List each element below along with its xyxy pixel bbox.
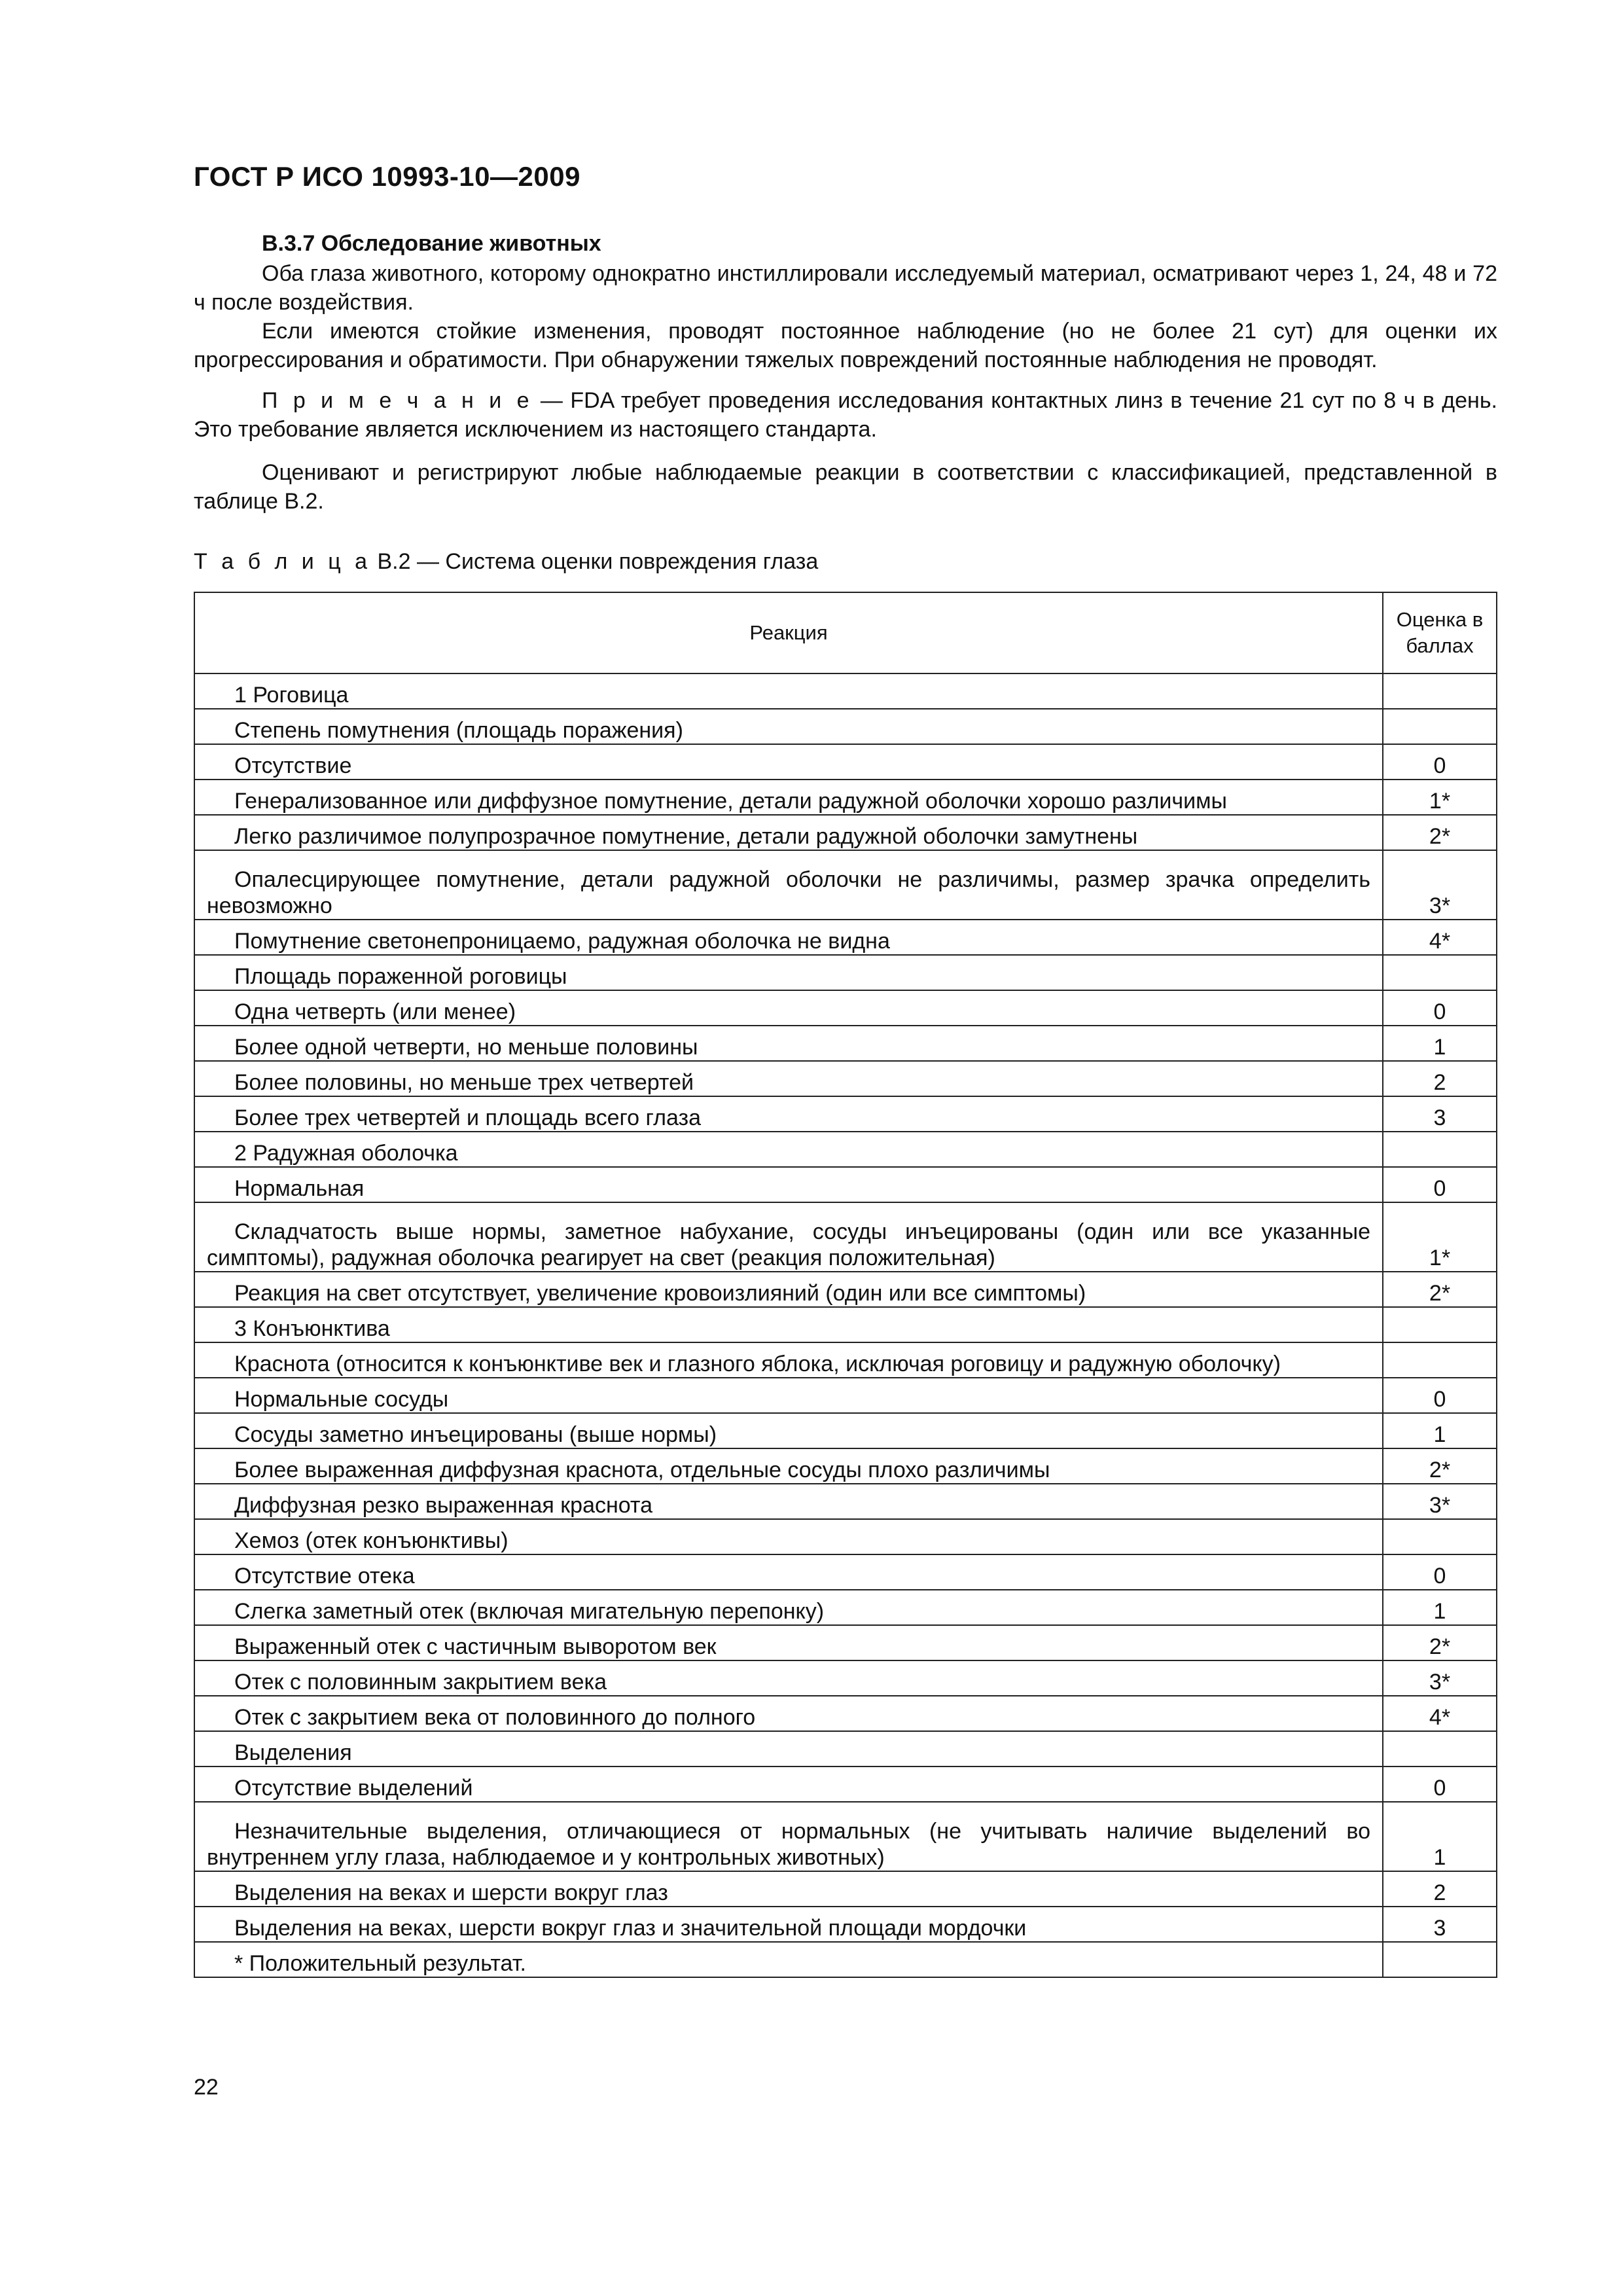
paragraph-persistent-changes [194,317,1497,374]
reaction-cell: Отек с половинным закрытием века [194,1660,1383,1696]
table-row [194,1731,1497,1767]
score-cell: 2* [1383,1625,1497,1660]
table-row [194,815,1497,850]
reaction-cell: Реакция на свет отсутствует, увеличение кровоизлияний (один или все симптомы) [194,1272,1383,1307]
table-row [194,1767,1497,1802]
reaction-cell: Степень помутнения (площадь поражения) [194,709,1383,744]
score-cell: 0 [1383,990,1497,1026]
table-caption-label: Т а б л и ц а [194,549,372,574]
table-row [194,1307,1497,1342]
score-cell [1383,709,1497,744]
table-row [194,1590,1497,1625]
table-row [194,1342,1497,1378]
reaction-cell: Слегка заметный отек (включая мигательную перепонку) [194,1590,1383,1625]
table-row [194,1696,1497,1731]
score-cell: 3* [1383,850,1497,920]
table-row [194,1061,1497,1096]
table-row [194,1132,1497,1167]
paragraph-text: Если имеются стойкие изменения, проводят постоянное наблюдение (но не более 21 сут) для оценки их прогрессирования и обратимости. При обнаружении тяжелых повреждений постоянные наблюдения не проводят. [194,319,1497,372]
table-row [194,990,1497,1026]
reaction-cell: 1 Роговица [194,673,1383,709]
table-row [194,1167,1497,1202]
reaction-cell: Выделения на веках, шерсти вокруг глаз и значительной площади мордочки [194,1907,1383,1942]
table-row [194,1413,1497,1448]
table-row [194,1554,1497,1590]
score-cell: 2* [1383,1448,1497,1484]
paragraph-examination-times [194,259,1497,317]
section-heading: В.3.7 Обследование животных [262,231,601,256]
reaction-cell: Сосуды заметно инъецированы (выше нормы) [194,1413,1383,1448]
reaction-cell: Диффузная резко выраженная краснота [194,1484,1383,1519]
reaction-cell: Нормальная [194,1167,1383,1202]
reaction-cell: Легко различимое полупрозрачное помутнение, детали радужной оболочки замутнены [194,815,1383,850]
paragraph-text: Оба глаза животного, которому однократно инстиллировали исследуемый материал, осматривают через 1, 24, 48 и 72 ч после воздействия. [194,261,1497,315]
reaction-cell: Незначительные выделения, отличающиеся от нормальных (не учитывать наличие выделений во внутреннем углу глаза, наблюдаемое и у контрольных животных) [194,1802,1383,1871]
table-row [194,1026,1497,1061]
table-row [194,709,1497,744]
score-cell [1383,1942,1497,1977]
reaction-cell: Помутнение светонепроницаемо, радужная оболочка не видна [194,920,1383,955]
score-cell: 4* [1383,920,1497,955]
table-footnote-row [194,1942,1497,1977]
score-cell: 1 [1383,1413,1497,1448]
eye-irritation-grading-table [194,592,1497,1978]
table-row [194,1448,1497,1484]
score-cell: 4* [1383,1696,1497,1731]
reaction-cell: 3 Конъюнктива [194,1307,1383,1342]
score-cell [1383,1307,1497,1342]
table-row [194,1096,1497,1132]
score-cell: 3 [1383,1096,1497,1132]
reaction-cell: Отсутствие [194,744,1383,780]
score-cell [1383,955,1497,990]
table-header-row [194,592,1497,673]
reaction-cell: Отсутствие выделений [194,1767,1383,1802]
score-cell: 1* [1383,1202,1497,1272]
score-cell [1383,1132,1497,1167]
table-row [194,1907,1497,1942]
score-cell: 3* [1383,1660,1497,1696]
paragraph-text: Оценивают и регистрируют любые наблюдаемые реакции в соответствии с классификацией, представленной в таблице В.2. [194,460,1497,514]
score-cell: 2* [1383,815,1497,850]
note-label: П р и м е ч а н и е [262,388,533,413]
reaction-cell: Опалесцирующее помутнение, детали радужной оболочки не различимы, размер зрачка определить невозможно [194,850,1383,920]
table-row [194,1202,1497,1272]
score-cell: 3 [1383,1907,1497,1942]
score-cell: 2 [1383,1061,1497,1096]
reaction-cell: Краснота (относится к конъюнктиве век и глазного яблока, исключая роговицу и радужную оболочку) [194,1342,1383,1378]
page-number: 22 [194,2075,219,2100]
table-row [194,920,1497,955]
table-row [194,850,1497,920]
reaction-cell: Складчатость выше нормы, заметное набухание, сосуды инъецированы (один или все указанные симптомы), радужная оболочка реагирует на свет (реакция положительная) [194,1202,1383,1272]
table-caption-text: В.2 — Система оценки повреждения глаза [371,549,819,574]
reaction-cell: Более выраженная диффузная краснота, отдельные сосуды плохо различимы [194,1448,1383,1484]
table-row [194,955,1497,990]
score-cell: 1 [1383,1802,1497,1871]
reaction-cell: Площадь пораженной роговицы [194,955,1383,990]
score-cell: 0 [1383,1378,1497,1413]
score-cell: 3* [1383,1484,1497,1519]
note-text: — FDA требует проведения исследования контактных линз в течение 21 сут по 8 ч в день. Это требование является исключением из настоящего стандарта. [194,388,1497,442]
score-cell: 1* [1383,780,1497,815]
table-row [194,1660,1497,1696]
reaction-cell: Отсутствие отека [194,1554,1383,1590]
score-cell: 0 [1383,1767,1497,1802]
table-caption [194,547,818,576]
table-row [194,1378,1497,1413]
reaction-cell: Выраженный отек с частичным выворотом век [194,1625,1383,1660]
score-cell: 0 [1383,1167,1497,1202]
table-row [194,744,1497,780]
table-row [194,1625,1497,1660]
score-cell: 1 [1383,1026,1497,1061]
paragraph-classification [194,458,1497,516]
document-header: ГОСТ Р ИСО 10993-10—2009 [194,161,580,192]
score-cell [1383,673,1497,709]
reaction-cell: Нормальные сосуды [194,1378,1383,1413]
score-cell: 0 [1383,1554,1497,1590]
table-row [194,780,1497,815]
table-row [194,1802,1497,1871]
reaction-cell: Хемоз (отек конъюнктивы) [194,1519,1383,1554]
reaction-cell: Генерализованное или диффузное помутнение, детали радужной оболочки хорошо различимы [194,780,1383,815]
reaction-cell: 2 Радужная оболочка [194,1132,1383,1167]
table-row [194,1519,1497,1554]
score-cell: 2 [1383,1871,1497,1907]
reaction-cell: Выделения [194,1731,1383,1767]
score-cell: 2* [1383,1272,1497,1307]
table-row [194,673,1497,709]
reaction-cell: Одна четверть (или менее) [194,990,1383,1026]
score-cell: 0 [1383,744,1497,780]
reaction-cell: Более одной четверти, но меньше половины [194,1026,1383,1061]
score-cell [1383,1342,1497,1378]
table-row [194,1871,1497,1907]
reaction-cell: Выделения на веках и шерсти вокруг глаз [194,1871,1383,1907]
header-reaction: Реакция [194,592,1383,673]
note-paragraph [194,386,1497,444]
table-row [194,1484,1497,1519]
footnote-cell: * Положительный результат. [194,1942,1383,1977]
score-cell [1383,1731,1497,1767]
reaction-cell: Более половины, но меньше трех четвертей [194,1061,1383,1096]
table-row [194,1272,1497,1307]
reaction-cell: Отек с закрытием века от половинного до полного [194,1696,1383,1731]
score-cell: 1 [1383,1590,1497,1625]
reaction-cell: Более трех четвертей и площадь всего глаза [194,1096,1383,1132]
score-cell [1383,1519,1497,1554]
header-score: Оценка в баллах [1383,592,1497,673]
